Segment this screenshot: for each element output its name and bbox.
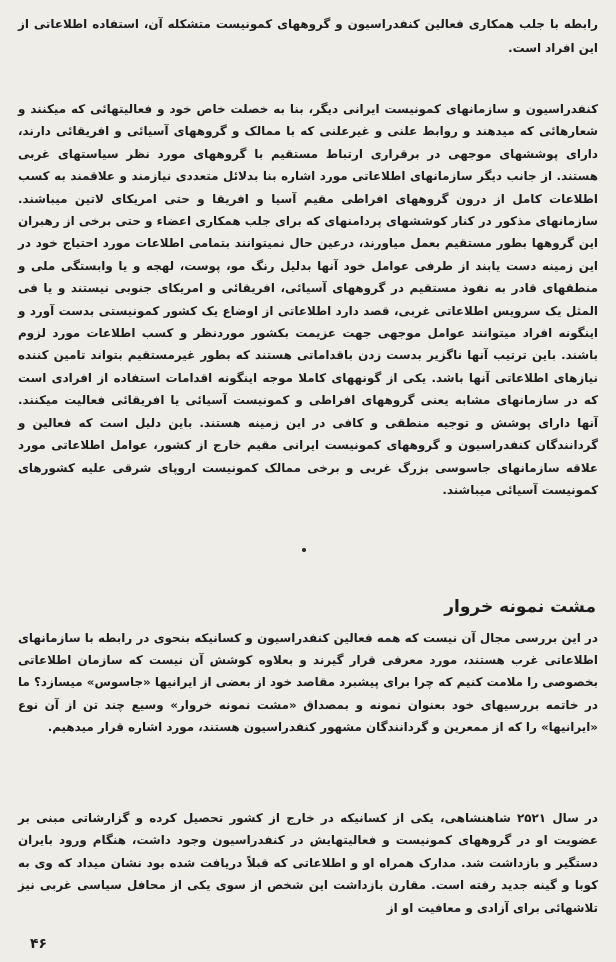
paragraph-case-2521: در سال ۲۵۲۱ شاهنشاهی، یکی از کسانیکه در خارج از کشور تحصیل کرده و گزارشاتی مبنی بر عضویت او در گروههای کمونیست و فعالیتهایش در کنفدراسیون وجود داشت، هنگام ورود بایران دستگیر و بازداشت شد. مدارک همراه او و اطلاعاتی که قبلاً دریافت شده بود نشان میداد که وی به کوبا و گینه جدید رفته است. مقارن بازداشت این شخص از سوی یکی از محافل سیاسی غربی نیز تلاشهائی برای آزادی و معافیت او از xyxy=(18,811,599,915)
section-heading: مشت نمونه خروار xyxy=(444,597,596,617)
paragraph-review: در این بررسی مجال آن نیست که همه فعالین کنفدراسیون و کسانیکه بنحوی در رابطه با سازمانهای اطلاعاتی غرب هستند، مورد معرفی قرار گیرند و بعلاوه کوشش آن نیست که سازمان اطلاعاتی بخصوصی را ملامت کنیم که چرا برای پیشبرد مقاصد خود از بعضی از ایرانیها «جاسوس» میسازد؟ ما در خاتمه بررسیهای خود بعنوان نمونه و بمصداق «مشت نمونه خروار» وسیع چند تن از آن نوع «ایرانیها» را که از ممعرین و گردانندگان مشهور کنفدراسیون هستند، مورد اشاره قرار میدهیم. xyxy=(18,631,598,734)
paragraph-confederation: کنفدراسیون و سازمانهای کمونیست ایرانی دیگر، بنا به خصلت خاص خود و فعالیتهائی که میکنند و شعارهائی که میدهند و روابط علنی و غیرعلنی که با ممالک و گروههای آسیائی و افریقائی دارند، دارای پوششهای موجهی در برقراری ارتباط مستقیم با گروههای مورد نظر سیاستهای غربی هستند. از جانب دیگر سازمانهای اطلاعاتی مورد اشاره بنا بدلائل متعددی نیازمند و علاقمند به کسب اطلاعات کامل از درون گروههای افراطی مقیم آسیا و افریقا و حتی امریکای لاتین میباشند. سازمانهای مذکور در کنار کوششهای پردامنهای که برای جلب همکاری اعضاء و حتی برخی از رهبران این گروهها بطور مستقیم بعمل میاورند، درعین حال نمیتوانند بتمامی اطلاعات مورد احتیاج خود در این زمینه دست یابند از طرفی عوامل خود آنها بدلیل رنگ مو، پوست، لهجه و یا وابستگی ملی و منطقهای قادر به نفوذ مستقیم در گروههای آسیائی، افریقائی و امریکای جنوبی نیستند و یا فی المثل یک سرویس اطلاعاتی غربی، قصد دارد اطلاعاتی از اوضاع یک کشور کمونیستی بدست آورد و اینگونه افراد میتوانند عوامل موجهی جهت عزیمت بکشور موردنظر و کسب اطلاعات مورد لزوم باشند. باین ترتیب آنها ناگزیر بدست زدن باقداماتی هستند که بطور غیرمستقیم بتواند تامین کننده نیازهای اطلاعاتی آنها باشد. یکی از گونههای کاملا موجه اینگونه اقدامات استفاده از افرادی است که در سازمانهای مشابه یعنی گروههای افراطی و کمونیست آسیائی یا افریقائی فعالیت میکنند. آنها دارای پوشش و توجیه منطقی و کافی در این زمینه هستند. باین دلیل است که فعالین و گردانندگان کنفدراسیون و گروههای کمونیست ایرانی مقیم خارج از کشور، عوامل اطلاعاتی مورد علاقه سازمانهای جاسوسی بزرگ غربی و برخی ممالک کمونیست اروپای شرقی علیه کشورهای کمونیست آسیائی میباشند. xyxy=(18,102,598,497)
page-number: ۴۶ xyxy=(30,936,48,952)
paragraph-intro: رابطه با جلب همکاری فعالین کنفدراسیون و گروههای کمونیست متشکله آن، استفاده اطلاعاتی از این افراد است. xyxy=(18,17,598,55)
section-dot xyxy=(302,548,306,552)
